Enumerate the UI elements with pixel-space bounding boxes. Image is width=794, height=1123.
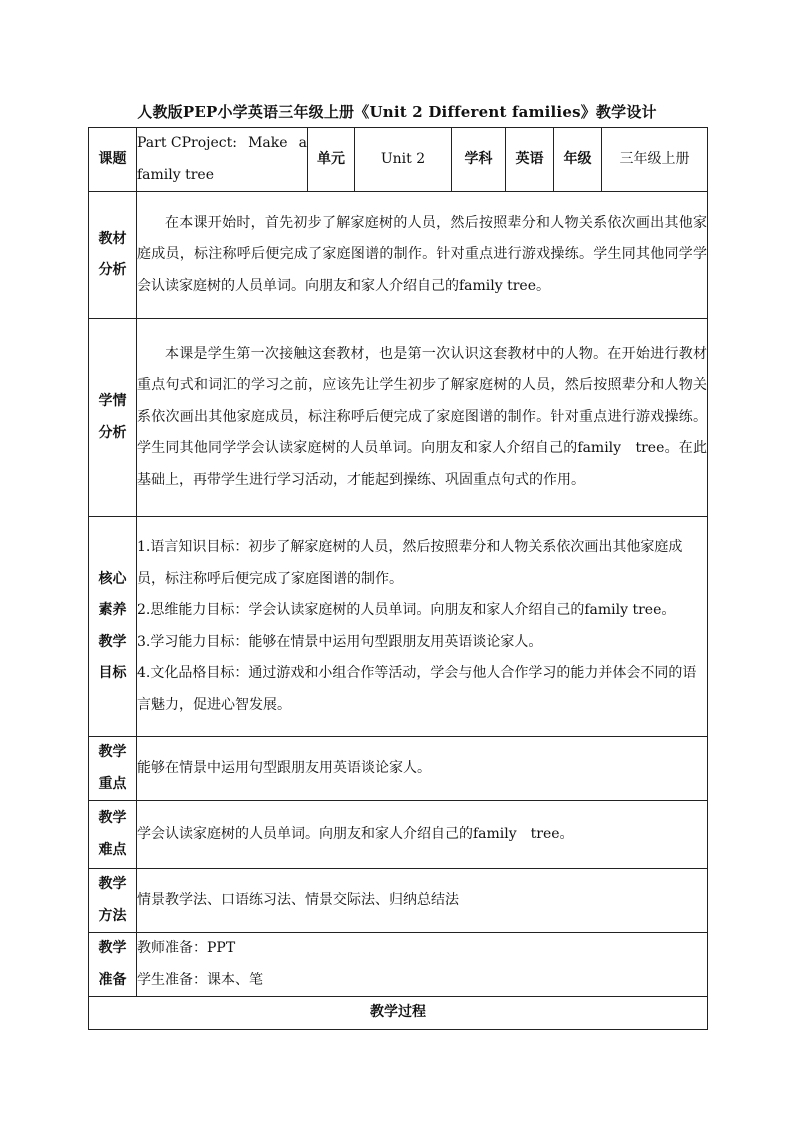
label-line: 教学 [98,810,127,826]
label-line: 分析 [98,262,127,278]
objective-item: 3.学习能力目标：能够在情景中运用句型跟朋友用英语谈论家人。 [137,633,543,650]
preparation-label [89,933,137,997]
paragraph: 在本课开始时，首先初步了解家庭树的人员，然后按照辈分和人物关系依次画出其他家庭成员，标注称呼后便完成了家庭图谱的制作。针对重点进行游戏操练。学生同其他同学学会认读家庭树的人员单词。向朋友和家人介绍自己的family tree。 [137,214,707,294]
label-line: 教学 [98,633,127,650]
label-line: 分析 [98,424,127,441]
preparation-row [89,933,708,997]
difficulties-row [89,801,708,869]
label-line: 难点 [98,841,127,858]
key-points-label [89,737,137,801]
paragraph: 本课是学生第一次接触这套教材，也是第一次认识这套教材中的人物。在开始进行教材重点句式和词汇的学习之前，应该先让学生初步了解家庭树的人员，然后按照辈分和人物关系依次画出其他家庭成员，标注称呼后便完成了家庭图谱的制作。针对重点进行游戏操练。学生同其他同学学会认读家庭树的人员单词。向朋友和家人介绍自己的family tree。在此基础上，再带学生进行学习活动，才能起到操练、巩固重点句式的作用。 [137,345,707,488]
label-line: 准备 [98,971,127,988]
difficulties-text: 学会认读家庭树的人员单词。向朋友和家人介绍自己的family tree。 [137,801,708,869]
core-literacy-label [89,517,137,737]
process-heading-row [89,997,708,1030]
student-analysis-row [89,319,708,517]
objective-item: 1.语言知识目标：初步了解家庭树的人员，然后按照辈分和人物关系依次画出其他家庭成员，标注称呼后便完成了家庭图谱的制作。 [137,539,683,587]
label-line: 教学 [98,940,127,956]
unit-value: Unit 2 [355,128,452,192]
methods-row [89,869,708,933]
textbook-analysis-text [137,192,708,319]
teacher-preparation: 教师准备：PPT [137,940,236,956]
key-points-row [89,737,708,801]
document-title: 人教版PEP小学英语三年级上册《Unit 2 Different families》教学设计 [137,103,657,121]
student-preparation: 学生准备：课本、笔 [137,971,263,988]
topic-value [137,128,308,192]
label-line: 方法 [98,907,127,924]
topic-value-make: Make [248,135,288,151]
subject-value: 英语 [506,128,554,192]
label-line: 教学 [98,876,127,892]
student-analysis-label [89,319,137,517]
objective-item: 4.文化品格目标：通过游戏和小组合作等活动，学会与他人合作学习的能力并体会不同的语言魅力，促进心智发展。 [137,665,697,713]
key-points-text: 能够在情景中运用句型跟朋友用英语谈论家人。 [137,737,708,801]
methods-text: 情景教学法、口语练习法、情景交际法、归纳总结法 [137,869,708,933]
process-heading: 教学过程 [89,997,708,1030]
subject-label: 学科 [452,128,506,192]
label-line: 重点 [98,775,127,792]
grade-label: 年级 [554,128,602,192]
label-line: 素养 [98,602,127,618]
topic-value-part: Part CProject: [137,135,237,151]
label-line: 教学 [98,744,127,760]
topic-value-a: a [298,135,307,151]
label-line: 核心 [98,570,127,587]
header-row [89,128,708,192]
objective-item: 2.思维能力目标：学会认读家庭树的人员单词。向朋友和家人介绍自己的family tree。 [137,602,676,618]
core-literacy-row [89,517,708,737]
difficulties-label [89,801,137,869]
core-literacy-objectives [137,517,708,737]
lesson-plan-table [88,127,708,1030]
grade-value: 三年级上册 [602,128,708,192]
label-line: 学情 [98,393,127,409]
textbook-analysis-label [89,192,137,319]
student-analysis-text [137,319,708,517]
methods-label [89,869,137,933]
topic-value-line2: family tree [137,166,215,183]
unit-label: 单元 [308,128,355,192]
textbook-analysis-row [89,192,708,319]
topic-label: 课题 [89,128,137,192]
label-line: 教材 [98,230,127,247]
label-line: 目标 [98,665,127,681]
preparation-text [137,933,708,997]
